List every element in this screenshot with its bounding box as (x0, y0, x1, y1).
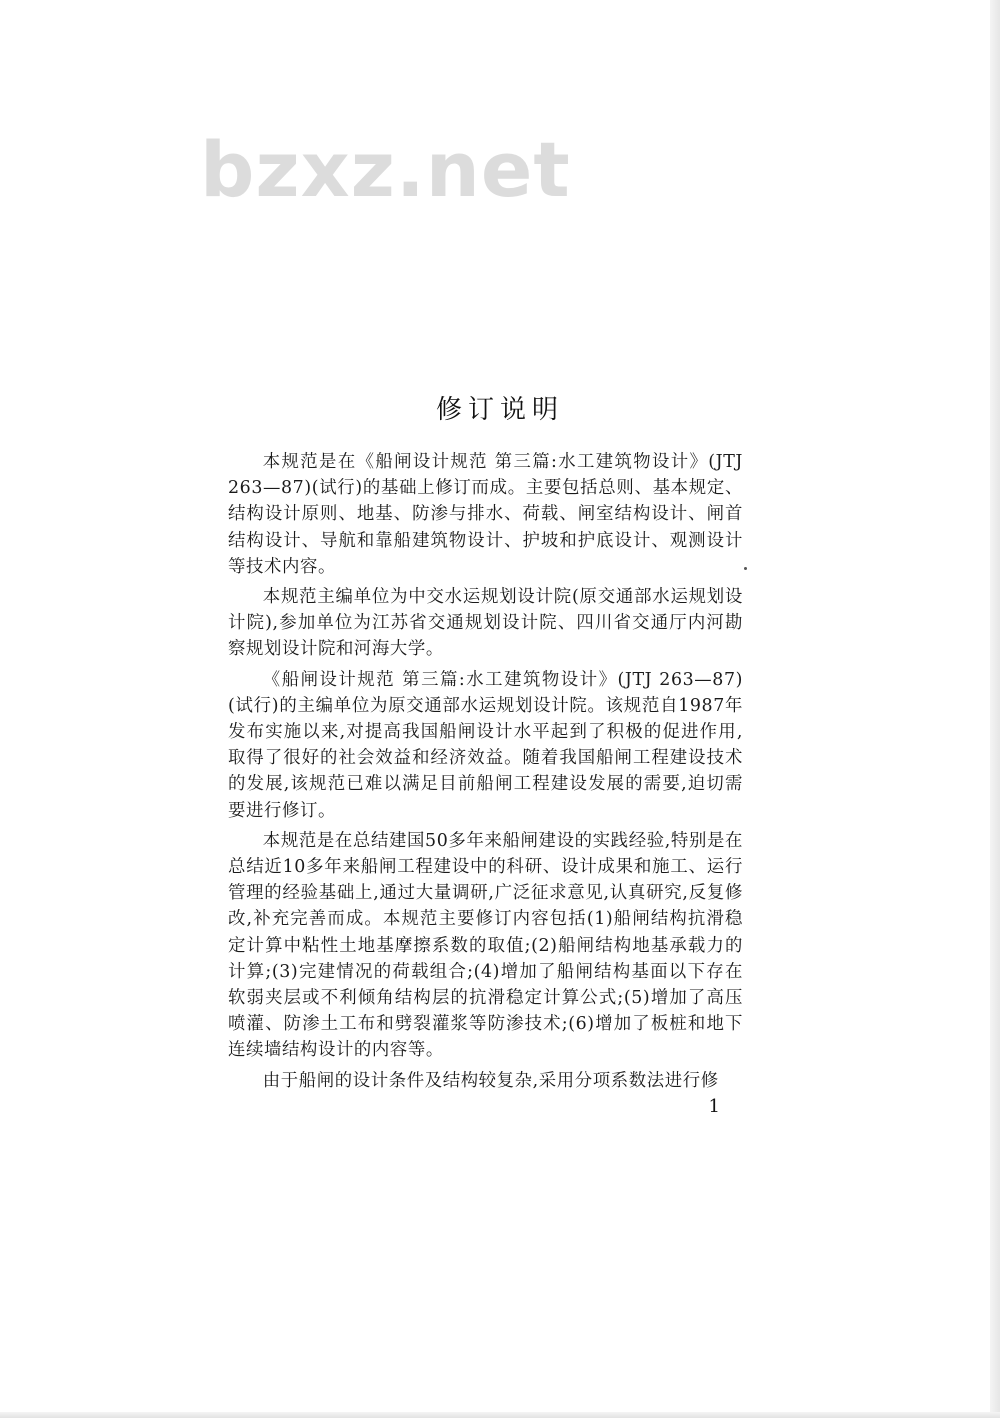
scan-speck (744, 567, 747, 570)
page-title: 修订说明 (435, 395, 564, 425)
paragraph-3: 《船闸设计规范 第三篇:水工建筑物设计》(JTJ 263—87)(试行)的主编单位为原交通部水运规划设计院。该规范自1987年发布实施以来,对提高我国船闸设计水平起到了积极的促进作用,取得了很好的社会效益和经济效益。随着我国船闸工程建设技术的发展,该规范已难以满足目前船闸工程建设发展的需要,迫切需要进行修订。 (228, 669, 743, 821)
paragraph-5: 由于船闸的设计条件及结构较复杂,采用分项系数法进行修 (262, 1070, 719, 1091)
paragraph-1: 本规范是在《船闸设计规范 第三篇:水工建筑物设计》(JTJ 263—87)(试行)的基础上修订而成。主要包括总则、基本规定、结构设计原则、地基、防渗与排水、荷载、闸室结构设计、闸首结构设计、导航和靠船建筑物设计、护坡和护底设计、观测设计等技术内容。 (228, 452, 743, 577)
page-number: 1 (708, 1096, 720, 1117)
watermark: bzxz.net (200, 125, 571, 214)
page-edge-right (990, 0, 1000, 1418)
paragraph-4: 本规范是在总结建国50多年来船闸建设的实践经验,特别是在总结近10多年来船闸工程建设中的科研、设计成果和施工、运行管理的经验基础上,通过大量调研,广泛征求意见,认真研究,反复修改,补充完善而成。本规范主要修订内容包括(1)船闸结构抗滑稳定计算中粘性土地基摩擦系数的取值;(2)船闸结构地基承载力的计算;(3)完建情况的荷载组合;(4)增加了船闸结构基面以下存在软弱夹层或不利倾角结构层的抗滑稳定计算公式;(5)增加了高压喷灌、防渗土工布和劈裂灌浆等防渗技术;(6)增加了板桩和地下连续墙结构设计的内容等。 (228, 830, 743, 1061)
paragraph-2: 本规范主编单位为中交水运规划设计院(原交通部水运规划设计院),参加单位为江苏省交通规划设计院、四川省交通厅内河勘察规划设计院和河海大学。 (228, 587, 743, 660)
body-text (228, 449, 743, 1098)
page-edge-bottom (0, 1412, 1000, 1418)
